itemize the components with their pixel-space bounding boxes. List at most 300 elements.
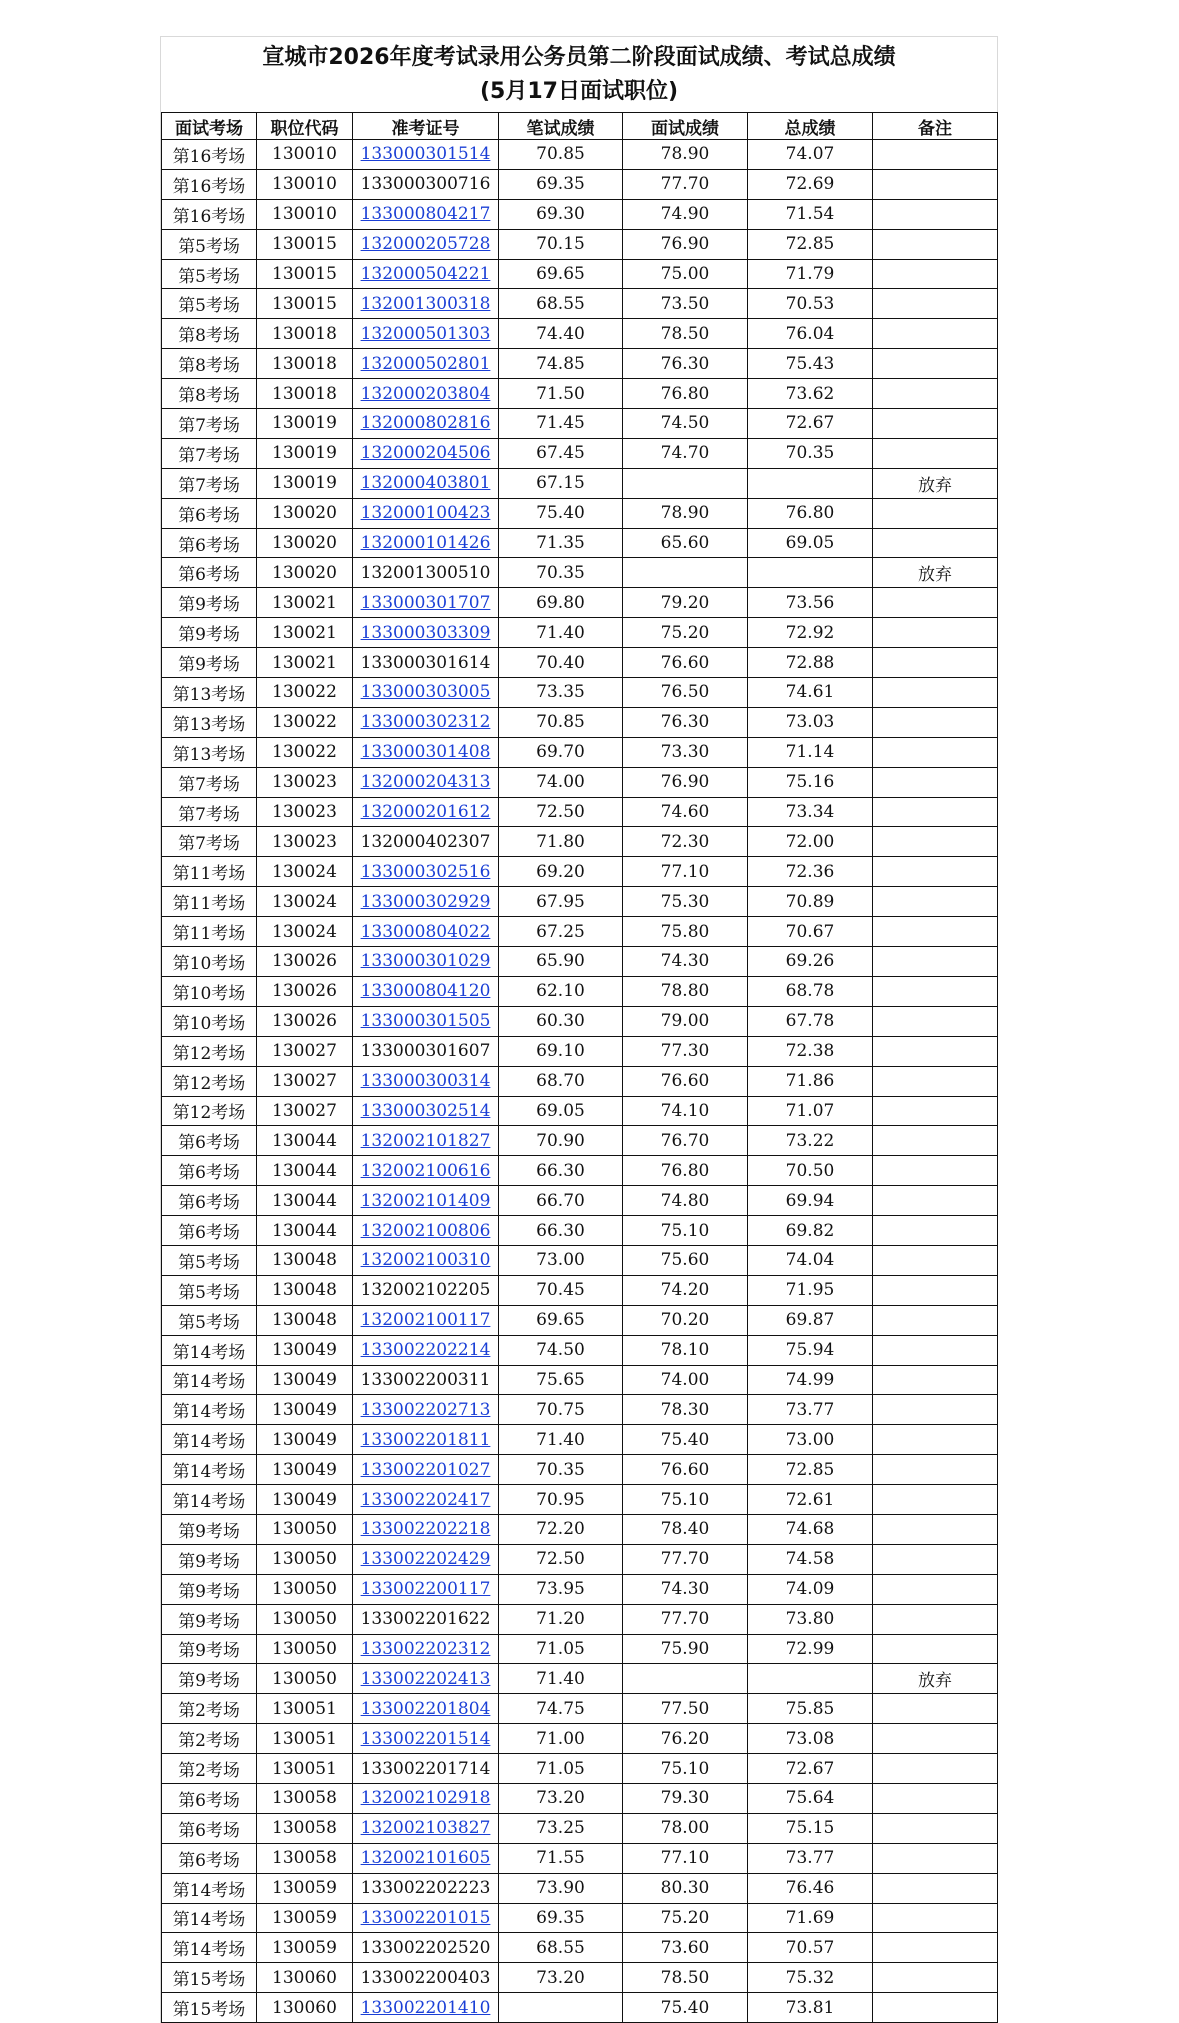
ticket-link[interactable]: 132000502801 — [360, 353, 491, 374]
cell-interview-score: 77.70 — [623, 1544, 748, 1574]
ticket-link[interactable]: 133002202713 — [360, 1399, 491, 1420]
cell-ticket-number — [353, 1485, 499, 1515]
ticket-link[interactable]: 132002100117 — [360, 1310, 491, 1331]
cell-room: 第14考场 — [162, 1933, 257, 1963]
table-row — [162, 319, 998, 349]
cell-ticket-number — [353, 1634, 499, 1664]
cell-note — [873, 1604, 998, 1634]
ticket-link[interactable]: 132000802816 — [360, 413, 491, 434]
cell-written-score: 68.55 — [499, 1933, 623, 1963]
cell-note — [873, 1993, 998, 2023]
cell-written-score: 70.95 — [499, 1485, 623, 1515]
cell-room: 第10考场 — [162, 947, 257, 977]
table-row — [162, 528, 998, 558]
cell-total-score: 72.85 — [748, 229, 873, 259]
cell-total-score: 73.77 — [748, 1843, 873, 1873]
cell-interview-score: 76.90 — [623, 229, 748, 259]
cell-note — [873, 887, 998, 917]
cell-ticket-number — [353, 349, 499, 379]
table-row — [162, 767, 998, 797]
ticket-link[interactable]: 133002200117 — [360, 1579, 491, 1600]
table-row — [162, 1395, 998, 1425]
cell-total-score: 71.14 — [748, 737, 873, 767]
cell-interview-score: 75.20 — [623, 618, 748, 648]
cell-ticket-number — [353, 1694, 499, 1724]
cell-ticket-number — [353, 498, 499, 528]
cell-written-score: 67.15 — [499, 468, 623, 498]
ticket-link[interactable]: 133000303309 — [360, 622, 491, 643]
cell-note — [873, 1245, 998, 1275]
cell-total-score: 72.61 — [748, 1485, 873, 1515]
table-row — [162, 1006, 998, 1036]
ticket-link[interactable]: 133000301505 — [360, 1011, 491, 1032]
ticket-link[interactable]: 133002202413 — [360, 1668, 491, 1689]
cell-ticket-number: 133000301614 — [353, 648, 499, 678]
cell-interview-score: 78.30 — [623, 1395, 748, 1425]
cell-position-code: 130051 — [257, 1724, 353, 1754]
cell-position-code: 130010 — [257, 140, 353, 170]
cell-note — [873, 797, 998, 827]
cell-total-score: 71.95 — [748, 1275, 873, 1305]
ticket-link[interactable]: 132000403801 — [360, 473, 491, 494]
cell-room: 第9考场 — [162, 1514, 257, 1544]
cell-total-score: 71.86 — [748, 1066, 873, 1096]
table-body — [162, 140, 998, 2023]
table-row — [162, 976, 998, 1006]
cell-interview-score: 74.30 — [623, 947, 748, 977]
cell-position-code: 130018 — [257, 379, 353, 409]
ticket-link[interactable]: 132002103827 — [360, 1818, 491, 1839]
cell-room: 第6考场 — [162, 1126, 257, 1156]
ticket-link[interactable]: 133000302514 — [360, 1100, 491, 1121]
cell-ticket-number — [353, 857, 499, 887]
cell-total-score: 72.36 — [748, 857, 873, 887]
ticket-link[interactable]: 133000302312 — [360, 712, 491, 733]
cell-written-score: 62.10 — [499, 976, 623, 1006]
ticket-link[interactable]: 133000804022 — [360, 921, 491, 942]
cell-room: 第9考场 — [162, 588, 257, 618]
cell-note — [873, 857, 998, 887]
table-row — [162, 1036, 998, 1066]
cell-position-code: 130050 — [257, 1574, 353, 1604]
cell-position-code: 130027 — [257, 1096, 353, 1126]
cell-ticket-number — [353, 976, 499, 1006]
ticket-link[interactable]: 132000204506 — [360, 443, 491, 464]
ticket-link[interactable]: 133000302929 — [360, 891, 491, 912]
table-row — [162, 917, 998, 947]
cell-position-code: 130059 — [257, 1933, 353, 1963]
cell-total-score — [748, 1664, 873, 1694]
cell-position-code: 130010 — [257, 169, 353, 199]
cell-position-code: 130060 — [257, 1993, 353, 2023]
cell-ticket-number — [353, 678, 499, 708]
cell-room: 第5考场 — [162, 1305, 257, 1335]
cell-ticket-number: 133002201622 — [353, 1604, 499, 1634]
cell-note: 放弃 — [873, 558, 998, 588]
cell-position-code: 130049 — [257, 1335, 353, 1365]
cell-ticket-number — [353, 1096, 499, 1126]
cell-room: 第6考场 — [162, 1813, 257, 1843]
table-row — [162, 1305, 998, 1335]
ticket-link[interactable]: 132002102918 — [360, 1788, 491, 1809]
cell-interview-score: 76.30 — [623, 707, 748, 737]
cell-position-code: 130048 — [257, 1305, 353, 1335]
cell-total-score: 70.57 — [748, 1933, 873, 1963]
ticket-link[interactable]: 132000201612 — [360, 802, 491, 823]
cell-ticket-number — [353, 1425, 499, 1455]
cell-ticket-number: 133002200311 — [353, 1365, 499, 1395]
cell-written-score: 71.55 — [499, 1843, 623, 1873]
cell-position-code: 130050 — [257, 1664, 353, 1694]
cell-room: 第6考场 — [162, 558, 257, 588]
cell-position-code: 130044 — [257, 1156, 353, 1186]
table-row — [162, 498, 998, 528]
cell-position-code: 130023 — [257, 797, 353, 827]
cell-room: 第15考场 — [162, 1963, 257, 1993]
cell-total-score: 70.53 — [748, 289, 873, 319]
cell-interview-score: 76.20 — [623, 1724, 748, 1754]
cell-room: 第16考场 — [162, 169, 257, 199]
cell-room: 第14考场 — [162, 1903, 257, 1933]
cell-interview-score: 72.30 — [623, 827, 748, 857]
cell-total-score: 73.62 — [748, 379, 873, 409]
ticket-link[interactable]: 133002201811 — [360, 1429, 491, 1450]
ticket-link[interactable]: 132000100423 — [360, 503, 491, 524]
cell-room: 第14考场 — [162, 1395, 257, 1425]
cell-ticket-number — [353, 1335, 499, 1365]
cell-room: 第5考场 — [162, 229, 257, 259]
cell-total-score: 68.78 — [748, 976, 873, 1006]
cell-total-score: 72.00 — [748, 827, 873, 857]
cell-position-code: 130049 — [257, 1455, 353, 1485]
cell-ticket-number — [353, 528, 499, 558]
cell-written-score: 72.50 — [499, 1544, 623, 1574]
cell-interview-score: 74.90 — [623, 199, 748, 229]
cell-ticket-number — [353, 887, 499, 917]
cell-ticket-number: 133002200403 — [353, 1963, 499, 1993]
cell-written-score: 72.50 — [499, 797, 623, 827]
cell-written-score: 71.40 — [499, 618, 623, 648]
table-row — [162, 169, 998, 199]
cell-interview-score: 74.60 — [623, 797, 748, 827]
cell-ticket-number — [353, 1514, 499, 1544]
cell-ticket-number — [353, 1455, 499, 1485]
cell-position-code: 130026 — [257, 976, 353, 1006]
ticket-link[interactable]: 132001300318 — [360, 293, 491, 314]
cell-interview-score: 75.40 — [623, 1993, 748, 2023]
ticket-link[interactable]: 133002201027 — [360, 1459, 491, 1480]
cell-note — [873, 1066, 998, 1096]
ticket-link[interactable]: 133002201514 — [360, 1728, 491, 1749]
cell-total-score: 67.78 — [748, 1006, 873, 1036]
cell-written-score: 69.35 — [499, 1903, 623, 1933]
cell-note — [873, 1574, 998, 1604]
cell-total-score: 73.80 — [748, 1604, 873, 1634]
cell-written-score: 71.00 — [499, 1724, 623, 1754]
table-row — [162, 1186, 998, 1216]
ticket-link[interactable]: 132002101409 — [360, 1190, 491, 1211]
cell-room: 第6考场 — [162, 1783, 257, 1813]
cell-room: 第7考场 — [162, 468, 257, 498]
cell-position-code: 130015 — [257, 229, 353, 259]
cell-ticket-number — [353, 319, 499, 349]
cell-ticket-number — [353, 199, 499, 229]
cell-note — [873, 917, 998, 947]
ticket-link[interactable]: 133002202214 — [360, 1340, 491, 1361]
cell-note — [873, 1873, 998, 1903]
cell-position-code: 130018 — [257, 319, 353, 349]
table-row — [162, 1066, 998, 1096]
cell-interview-score: 77.70 — [623, 1604, 748, 1634]
cell-room: 第9考场 — [162, 1664, 257, 1694]
cell-ticket-number — [353, 797, 499, 827]
table-row — [162, 947, 998, 977]
table-row — [162, 349, 998, 379]
cell-written-score: 68.70 — [499, 1066, 623, 1096]
table-row — [162, 1933, 998, 1963]
cell-total-score: 71.54 — [748, 199, 873, 229]
ticket-link[interactable]: 133000302516 — [360, 861, 491, 882]
cell-interview-score: 79.30 — [623, 1783, 748, 1813]
table-row — [162, 199, 998, 229]
ticket-link[interactable]: 133002202312 — [360, 1638, 491, 1659]
cell-written-score: 68.55 — [499, 289, 623, 319]
cell-total-score: 74.09 — [748, 1574, 873, 1604]
cell-written-score: 65.90 — [499, 947, 623, 977]
ticket-link[interactable]: 132000501303 — [360, 323, 491, 344]
table-row — [162, 1156, 998, 1186]
cell-interview-score: 76.30 — [623, 349, 748, 379]
ticket-link[interactable]: 133000804120 — [360, 981, 491, 1002]
table-row — [162, 1245, 998, 1275]
ticket-link[interactable]: 132002100616 — [360, 1160, 491, 1181]
cell-written-score: 71.20 — [499, 1604, 623, 1634]
cell-written-score: 71.45 — [499, 409, 623, 439]
cell-position-code: 130021 — [257, 618, 353, 648]
title-block — [161, 37, 997, 112]
header-total-score: 总成绩 — [748, 113, 873, 140]
cell-ticket-number — [353, 1186, 499, 1216]
cell-room: 第5考场 — [162, 259, 257, 289]
cell-note — [873, 438, 998, 468]
cell-total-score: 75.15 — [748, 1813, 873, 1843]
table-row — [162, 259, 998, 289]
table-row — [162, 1604, 998, 1634]
cell-ticket-number — [353, 409, 499, 439]
cell-position-code: 130010 — [257, 199, 353, 229]
ticket-link[interactable]: 133002202218 — [360, 1519, 491, 1540]
cell-note — [873, 289, 998, 319]
cell-interview-score: 76.50 — [623, 678, 748, 708]
ticket-link[interactable]: 133000804217 — [360, 204, 491, 225]
ticket-link[interactable]: 133002202417 — [360, 1489, 491, 1510]
cell-interview-score: 76.60 — [623, 1455, 748, 1485]
cell-note — [873, 1634, 998, 1664]
cell-total-score: 70.50 — [748, 1156, 873, 1186]
ticket-link[interactable]: 133000300314 — [360, 1071, 491, 1092]
cell-interview-score: 76.80 — [623, 379, 748, 409]
ticket-link[interactable]: 132000504221 — [360, 264, 491, 284]
cell-interview-score: 78.50 — [623, 319, 748, 349]
cell-room: 第9考场 — [162, 648, 257, 678]
cell-position-code: 130020 — [257, 498, 353, 528]
cell-position-code: 130024 — [257, 857, 353, 887]
cell-interview-score — [623, 558, 748, 588]
cell-interview-score: 74.70 — [623, 438, 748, 468]
table-row — [162, 1903, 998, 1933]
cell-interview-score: 78.40 — [623, 1514, 748, 1544]
cell-total-score: 70.35 — [748, 438, 873, 468]
table-row — [162, 1843, 998, 1873]
ticket-link[interactable]: 133002201804 — [360, 1698, 491, 1719]
cell-total-score: 72.67 — [748, 409, 873, 439]
cell-total-score: 74.07 — [748, 140, 873, 170]
cell-room: 第11考场 — [162, 887, 257, 917]
cell-note — [873, 379, 998, 409]
cell-note — [873, 618, 998, 648]
ticket-link[interactable]: 132000101426 — [360, 533, 491, 554]
ticket-link[interactable]: 132002100310 — [360, 1250, 491, 1271]
table-row — [162, 1216, 998, 1246]
cell-written-score: 72.20 — [499, 1514, 623, 1544]
ticket-link[interactable]: 133000301408 — [360, 742, 491, 763]
cell-ticket-number — [353, 1245, 499, 1275]
cell-position-code: 130044 — [257, 1126, 353, 1156]
ticket-link[interactable]: 132000204313 — [360, 772, 491, 793]
cell-position-code: 130019 — [257, 409, 353, 439]
cell-note — [873, 259, 998, 289]
cell-written-score: 75.65 — [499, 1365, 623, 1395]
cell-total-score: 69.26 — [748, 947, 873, 977]
cell-ticket-number — [353, 1305, 499, 1335]
cell-position-code: 130044 — [257, 1186, 353, 1216]
header-row — [162, 113, 998, 140]
table-row — [162, 1544, 998, 1574]
cell-note — [873, 1335, 998, 1365]
cell-total-score: 69.94 — [748, 1186, 873, 1216]
cell-total-score: 74.68 — [748, 1514, 873, 1544]
cell-note — [873, 1305, 998, 1335]
cell-room: 第16考场 — [162, 199, 257, 229]
cell-interview-score — [623, 1664, 748, 1694]
table-row — [162, 1634, 998, 1664]
cell-position-code: 130024 — [257, 887, 353, 917]
cell-note — [873, 678, 998, 708]
cell-total-score: 73.03 — [748, 707, 873, 737]
cell-ticket-number — [353, 259, 499, 289]
cell-ticket-number — [353, 229, 499, 259]
header-ticket-number: 准考证号 — [353, 113, 499, 140]
cell-room: 第8考场 — [162, 319, 257, 349]
cell-position-code: 130020 — [257, 528, 353, 558]
cell-interview-score: 74.00 — [623, 1365, 748, 1395]
cell-total-score: 73.34 — [748, 797, 873, 827]
table-row — [162, 857, 998, 887]
ticket-link[interactable]: 133000301514 — [360, 144, 491, 165]
cell-ticket-number — [353, 1395, 499, 1425]
ticket-link[interactable]: 133002202429 — [360, 1549, 491, 1570]
cell-note — [873, 140, 998, 170]
cell-total-score: 73.77 — [748, 1395, 873, 1425]
cell-total-score: 69.05 — [748, 528, 873, 558]
cell-written-score: 71.05 — [499, 1634, 623, 1664]
results-sheet — [160, 36, 998, 2023]
cell-total-score: 73.56 — [748, 588, 873, 618]
table-row — [162, 558, 998, 588]
cell-position-code: 130015 — [257, 259, 353, 289]
cell-room: 第13考场 — [162, 678, 257, 708]
cell-note — [873, 737, 998, 767]
cell-written-score: 71.50 — [499, 379, 623, 409]
cell-note — [873, 498, 998, 528]
cell-interview-score: 78.00 — [623, 1813, 748, 1843]
cell-total-score: 72.99 — [748, 1634, 873, 1664]
cell-position-code: 130019 — [257, 468, 353, 498]
cell-ticket-number — [353, 140, 499, 170]
cell-position-code: 130058 — [257, 1843, 353, 1873]
ticket-link[interactable]: 132002101827 — [360, 1130, 491, 1151]
cell-note — [873, 1365, 998, 1395]
cell-total-score: 72.88 — [748, 648, 873, 678]
table-row — [162, 140, 998, 170]
header-written-score: 笔试成绩 — [499, 113, 623, 140]
cell-position-code: 130050 — [257, 1514, 353, 1544]
ticket-link[interactable]: 133002201410 — [360, 1997, 491, 2018]
cell-note — [873, 1694, 998, 1724]
ticket-link[interactable]: 132002101605 — [360, 1848, 491, 1869]
ticket-link[interactable]: 132002100806 — [360, 1220, 491, 1241]
cell-written-score: 66.30 — [499, 1216, 623, 1246]
cell-room: 第6考场 — [162, 1156, 257, 1186]
cell-position-code: 130058 — [257, 1813, 353, 1843]
ticket-link[interactable]: 133002201015 — [360, 1907, 491, 1928]
cell-written-score: 69.80 — [499, 588, 623, 618]
cell-room: 第10考场 — [162, 1006, 257, 1036]
cell-note — [873, 1485, 998, 1515]
cell-total-score: 75.43 — [748, 349, 873, 379]
ticket-link[interactable]: 132000203804 — [360, 383, 491, 404]
cell-written-score: 69.65 — [499, 1305, 623, 1335]
cell-written-score: 74.75 — [499, 1694, 623, 1724]
table-row — [162, 1425, 998, 1455]
ticket-link[interactable]: 133000303005 — [360, 682, 491, 703]
table-row — [162, 1365, 998, 1395]
cell-room: 第16考场 — [162, 140, 257, 170]
cell-note — [873, 1963, 998, 1993]
cell-note — [873, 1813, 998, 1843]
cell-room: 第9考场 — [162, 1574, 257, 1604]
cell-written-score: 67.25 — [499, 917, 623, 947]
ticket-link[interactable]: 133000301029 — [360, 951, 491, 972]
cell-ticket-number — [353, 1843, 499, 1873]
cell-total-score: 70.89 — [748, 887, 873, 917]
ticket-link[interactable]: 133000301707 — [360, 592, 491, 613]
ticket-link[interactable]: 132000205728 — [360, 234, 491, 255]
cell-position-code: 130050 — [257, 1604, 353, 1634]
cell-note — [873, 1783, 998, 1813]
cell-interview-score: 78.10 — [623, 1335, 748, 1365]
cell-room: 第2考场 — [162, 1724, 257, 1754]
cell-note — [873, 1096, 998, 1126]
cell-written-score: 73.20 — [499, 1783, 623, 1813]
cell-room: 第14考场 — [162, 1873, 257, 1903]
cell-total-score: 76.80 — [748, 498, 873, 528]
cell-note — [873, 588, 998, 618]
table-row — [162, 289, 998, 319]
cell-position-code: 130026 — [257, 947, 353, 977]
cell-written-score: 67.45 — [499, 438, 623, 468]
cell-written-score: 70.40 — [499, 648, 623, 678]
